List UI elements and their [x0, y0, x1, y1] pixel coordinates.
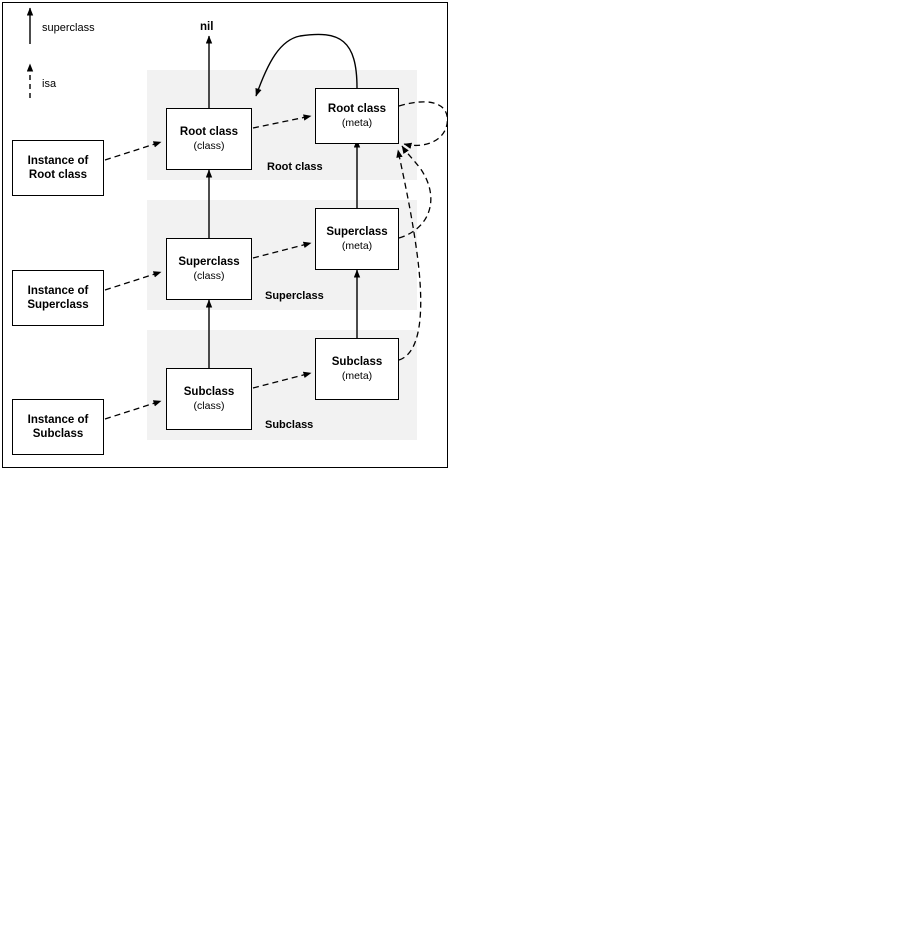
node-root-class-meta[interactable] — [315, 88, 399, 144]
node-line-1: Subclass — [183, 386, 235, 399]
node-line-1: Root class — [327, 103, 387, 116]
node-subclass-meta[interactable] — [315, 338, 399, 400]
node-instance-of-subclass[interactable] — [12, 399, 104, 455]
node-root-class[interactable] — [166, 108, 252, 170]
node-line-2: Superclass — [27, 299, 89, 311]
node-line-2: (class) — [193, 399, 225, 412]
node-line-1: Root class — [179, 126, 239, 139]
node-line-2: Root class — [28, 169, 88, 181]
node-instance-of-root-class[interactable] — [12, 140, 104, 196]
node-line-2: (meta) — [341, 116, 373, 129]
node-line-2: (meta) — [341, 239, 373, 252]
node-line-1: Subclass — [331, 356, 383, 369]
node-line-1: Instance of — [27, 154, 89, 167]
band-label-subclass: Subclass — [265, 419, 314, 431]
node-line-1: Superclass — [178, 256, 240, 269]
node-subclass-class[interactable] — [166, 368, 252, 430]
band-label-root-class: Root class — [267, 161, 323, 173]
node-line-1: Instance of — [27, 413, 89, 426]
node-line-2: (class) — [193, 139, 225, 152]
band-label-superclass: Superclass — [265, 290, 324, 302]
node-superclass-meta[interactable] — [315, 208, 399, 270]
legend-label-isa: isa — [42, 78, 57, 90]
node-line-1: Instance of — [27, 284, 89, 297]
node-instance-of-superclass[interactable] — [12, 270, 104, 326]
node-superclass-class[interactable] — [166, 238, 252, 300]
legend-label-superclass: superclass — [42, 22, 95, 34]
node-line-2: Subclass — [32, 428, 84, 440]
node-line-1: Superclass — [326, 226, 388, 239]
node-line-2: (meta) — [341, 369, 373, 382]
nil-label: nil — [200, 21, 214, 33]
node-line-2: (class) — [193, 269, 225, 282]
